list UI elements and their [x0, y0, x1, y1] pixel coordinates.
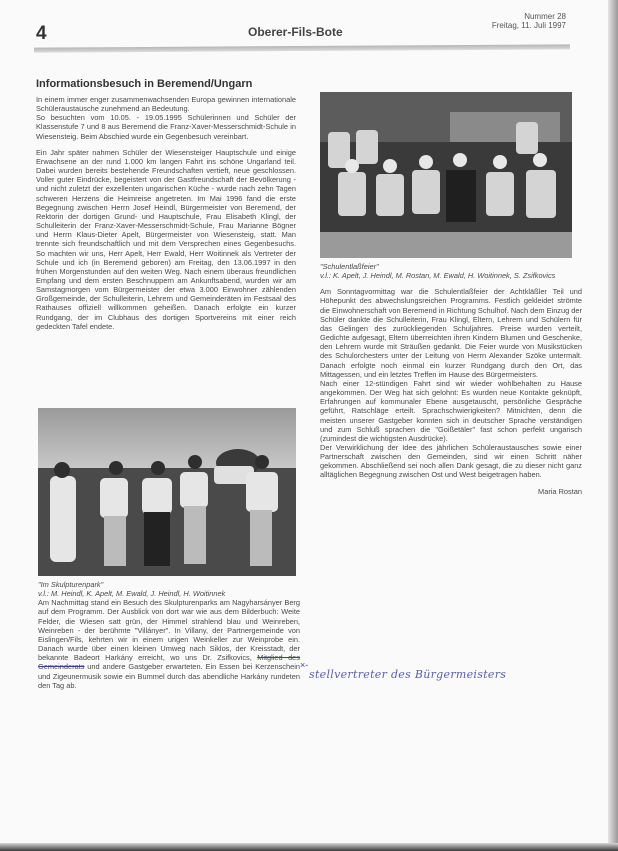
- paragraph-afternoon-part-a: Am Nachmittag stand ein Besuch des Skulpturenparks am Nagyharsányer Berg auf dem Programm. Der Ausblick von dort war wie aus dem Bilderbuch: Weite Felder, die Wiesen satt grün, der Himmel strahlend blau und Weinreben, Weinreben - der berühmte "Villányer". In Villany, der Partnergemeinde von Eislingen/Fils, kehrten wir in einem urigen Weinkeller zur Weinprobe ein. Danach wurde über einen kleinen Umweg nach Siklos, der Kreisstadt, der bekannte Badeort Harkány erreicht, wo uns Dr. Zsifkovics,: [38, 598, 300, 663]
- photo-schulentlassfeier-caption-title: "Schulentlaßfeier": [320, 262, 379, 271]
- paragraph-visit-1995: So besuchten vom 10.05. - 19.05.1995 Schülerinnen und Schüler der Klassenstufe 7 und 8 aus Beremend die Franz-Xaver-Messerschmidt-Schule in Wiesensteig. Beim Abschied wurde ein Gegenbesuch vereinbart.: [36, 113, 296, 141]
- paragraph-visit-1997: Ein Jahr später nahmen Schüler der Wiesensteiger Hauptschule und einige Erwachsene an der rund 1.000 km langen Fahrt ins schöne Ungarland teil. Dabei wurden bereits bestehende Freundschaften vertieft, neue geschlossen. Voller guter Eindrücke, begeistert von der Gastfreundschaft der Bevölkerung - und nicht zuletzt der exzellenten ungarischen Küche - wurde nach zehn Tagen schweren Herzens die Heimreise angetreten. Im Mai 1996 fand die erste Begegnung zwischen Herrn Josef Heindl, Bürgermeister von Beremend, der Rektorin der dortigen Grund- und Hauptschule, Frau Elisabeth Klingl, der Schulleiterin der Franz-Xaver-Messerschmidt-Schule, Frau Marianne Bögner und Herrn Klaus-Dieter Apelt, Bürgermeister von Wiesensteig, statt. Man trennte sich freundschaftlich und mit dem Versprechen eines Gegenbesuchs. So machten wir uns, Herr Apelt, Herr Ewald, Herr Woitinnek als Vertreter der Schule und ich (in Beremend geboren) am Freitag, den 13.06.1997 in den frühen Morgenstunden auf den weiten Weg. Nach einem überaus freundlichen Empfang und dem ersten Beschnuppern am Ankunftsabend, wurden wir am Samstagmorgen vom Bürgermeister der etwa 3.000 Einwohner zählenden Großgemeinde, der Schulleiterin, Lehrern und Gemeinderäten im Festsaal des Rathauses offiziell willkommen geheißen. Danach erfolgte ein kurzer Rundgang, der im Clubhaus des dortigen Sportvereins mit einer reich gedeckten Tafel endete.: [36, 147, 296, 331]
- photo-schulentlassfeier-image: [320, 92, 572, 258]
- newspaper-title: Oberer-Fils-Bote: [248, 25, 343, 39]
- page-bottom-shadow: [0, 843, 618, 851]
- header-rule: [34, 44, 570, 52]
- author-signature: Maria Rostan: [538, 486, 582, 496]
- paragraph-afternoon-part-b: und andere Gastgeber erwarteten. Ein Essen bei Kerzenschein und Zigeunermusik sowie ein Bummel durch das abendliche Harkány rundeten den Tag ab.: [38, 662, 300, 690]
- page-number: 4: [36, 23, 47, 44]
- photo-skulpturenpark: [38, 408, 296, 576]
- insertion-mark: ×-: [300, 660, 309, 670]
- left-column-after-photo: [38, 580, 300, 690]
- page-edge-shadow: [608, 0, 618, 851]
- paragraph-closing: Der Verwirklichung der Idee des jährlichen Schüleraustausches sowie einer Partnerschaft zwischen den Gemeinden, sind wir einen Schritt näher gekommen. Abschließend sei noch allen Dank gesagt, die zu dieser nicht ganz alltäglichen Begegnung zwischen Ost und West beigetragen haben.: [320, 442, 582, 480]
- issue-info: [480, 12, 566, 30]
- paragraph-ceremony: Am Sonntagvormittag war die Schulentlaßfeier der Achtkläßler Teil und Höhepunkt des abwechslungsreichen Programms. Festlich gekleidet strömte die Einwohnerschaft von Beremend in Richtung Schulhof. Nach dem Einzug der Schüler dankte die Schulleiterin, Frau Klingl, Eltern, Lehrern und Schülern für das Gelingen des zurückliegenden Schuljahres. Preise wurden verteilt, Gedichte aufgesagt, Eltern überreichten ihren Kindern Blumen und Geschenke, den Lehrern wurde mit Sträußen gedankt. Die Feier wurde von Musikstücken des Schulorchesters unter der Leitung von Herrn Alexander Szöke untermalt. Danach erfolgte noch einmal ein kurzer Rundgang durch den Ort, das Mittagessen, und ein letztes Treffen im Hause des Bürgermeisters.: [320, 287, 582, 379]
- paragraph-afternoon: [38, 598, 300, 690]
- left-column-text: [36, 95, 296, 331]
- photo-skulpturenpark-image: [38, 408, 296, 576]
- issue-date: Freitag, 11. Juli 1997: [491, 21, 566, 30]
- right-column-text: [320, 262, 582, 496]
- photo-skulpturenpark-caption-title: "Im Skulpturenpark": [38, 580, 104, 589]
- handwritten-note: stellvertreter des Bürgermeisters: [309, 668, 507, 681]
- article-headline: Informationsbesuch in Beremend/Ungarn: [36, 78, 253, 90]
- struck-out-text: Mitglied des Gemeinderats: [38, 653, 300, 672]
- issue-number: Nummer 28: [524, 12, 566, 21]
- photo-schulentlassfeier: [320, 92, 572, 258]
- paragraph-return: Nach einer 12-stündigen Fahrt sind wir wieder wohlbehalten zu Hause angekommen. Der Weg hat sich gelohnt: Es wurden neue Kontakte geknüpft, Erfahrungen auf kommunaler Ebene ausgetauscht, persönliche Gespräche geführt, Ratschläge erteilt. Sprachschwierigkeiten? Mitnichten, denn die meisten unserer Gastgeber konnten sich in deutscher Sprache verständigen und zum Schluß sprachen die "Goißetäler" fast schon perfekt ungarisch (zumindest die wichtigsten Ausdrücke).: [320, 378, 582, 443]
- photo-skulpturenpark-caption-names: v.l.: M. Heindl, K. Apelt, M. Ewald, J. Heindl, H. Woitinnek: [38, 589, 226, 599]
- photo-schulentlassfeier-caption-names: v.l.: K. Apelt, J. Heindl, M. Rostan, M. Ewald, H. Woitinnek, S. Zsifkovics: [320, 271, 556, 281]
- paragraph-intro: In einem immer enger zusammenwachsenden Europa gewinnen internationale Schüleraustausche zunehmend an Bedeutung.: [36, 95, 296, 114]
